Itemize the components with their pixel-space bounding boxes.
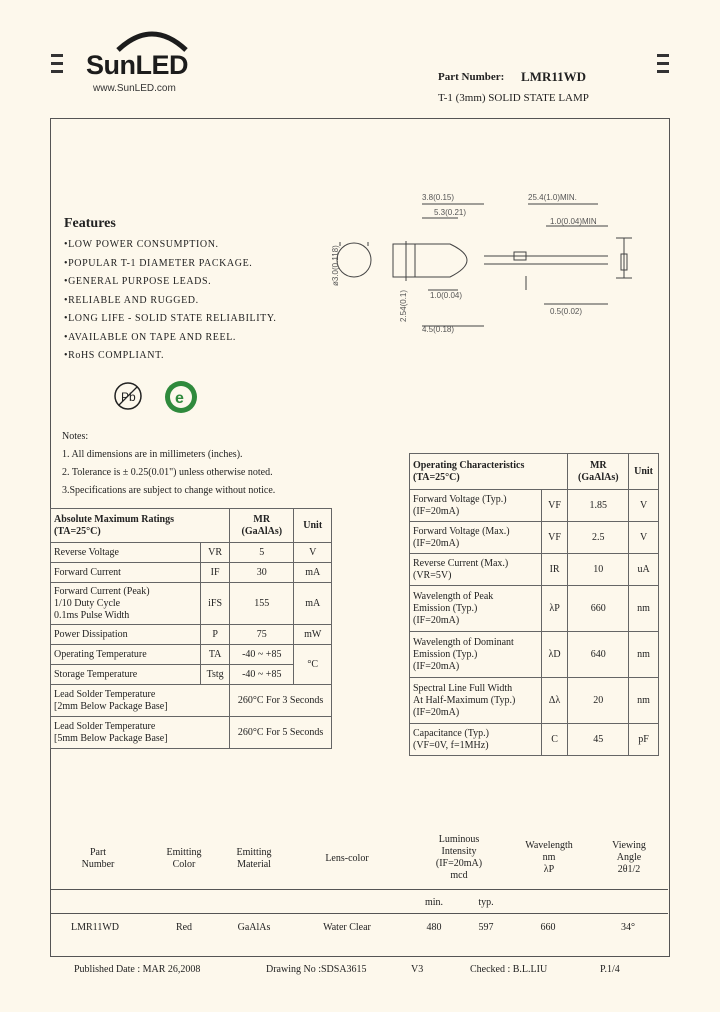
table-row: Wavelength of Peak Emission (Typ.) (IF=20mA) λP 660 nm	[410, 586, 659, 632]
dim-label: 1.0(0.04)	[430, 291, 463, 300]
col-part-number: Part Number	[81, 847, 115, 870]
notes-title: Notes:	[62, 431, 89, 442]
dim-label: 0.5(0.02)	[550, 307, 583, 316]
feature-item: •LONG LIFE - SOLID STATE RELIABILITY.	[64, 313, 277, 324]
dim-label: 1.0(0.04)MIN	[550, 217, 597, 226]
note-item: 1. All dimensions are in millimeters (inches).	[62, 449, 243, 460]
dim-label: 2.54(0.1)	[399, 289, 408, 322]
product-part-value: LMR11WD	[71, 922, 119, 933]
pb-free-icon	[112, 380, 144, 412]
table-row: Reverse Voltage VR 5 V	[51, 543, 332, 563]
col-luminous-intensity: Luminous Intensity (IF=20mA) mcd	[435, 834, 483, 881]
notes	[62, 428, 275, 500]
feature-item: •RELIABLE AND RUGGED.	[64, 294, 199, 306]
part-number-label: Part Number:	[438, 71, 505, 83]
table-row: Forward Current IF 30 mA	[51, 563, 332, 583]
col-emitting-color: Emitting Color	[166, 847, 202, 870]
table-row: Lead Solder Temperature [5mm Below Package Base] 260°C For 5 Seconds	[51, 717, 332, 749]
table-row: Operating Temperature TA -40 ~ +85 °C	[51, 645, 332, 665]
op-char-col-mr: MR (GaAlAs)	[568, 454, 629, 490]
feature-item: •POPULAR T-1 DIAMETER PACKAGE.	[64, 257, 253, 269]
table-row: Storage Temperature Tstg -40 ~ +85	[51, 665, 332, 685]
left-margin-marks	[51, 54, 63, 78]
product-divider-mid	[50, 913, 668, 914]
product-color-value: Red	[175, 922, 193, 933]
table-row: Forward Current (Peak) 1/10 Duty Cycle 0.1ms Pulse Width iFS 155 mA	[51, 583, 332, 625]
features-title: Features	[64, 216, 116, 231]
op-char-header: Operating Characteristics (TA=25°C)	[410, 454, 568, 490]
package-outline-drawing	[318, 186, 654, 336]
note-item: 3.Specifications are subject to change without notice.	[62, 485, 276, 496]
dim-label: 5.3(0.21)	[434, 208, 467, 217]
product-divider-top	[50, 889, 668, 890]
product-material-value: GaAlAs	[237, 922, 271, 933]
abs-max-col-unit: Unit	[294, 509, 332, 543]
published-date: Published Date : MAR 26,2008	[74, 964, 201, 975]
abs-max-header: Absolute Maximum Ratings (TA=25°C)	[51, 509, 230, 543]
col-lens-color: Lens-color	[325, 853, 369, 864]
min-label: min.	[424, 897, 444, 908]
table-row: Wavelength of Dominant Emission (Typ.) (IF=20mA) λD 640 nm	[410, 632, 659, 678]
checked-by: Checked : B.L.LIU	[470, 964, 548, 975]
part-description: T-1 (3mm) SOLID STATE LAMP	[438, 92, 589, 104]
dim-label: 4.5(0.18)	[422, 325, 455, 334]
table-row: Capacitance (Typ.) (VF=0V, f=1MHz) C 45 pF	[410, 724, 659, 756]
operating-characteristics-table	[409, 453, 659, 756]
table-row: Lead Solder Temperature [2mm Below Package Base] 260°C For 3 Seconds	[51, 685, 332, 717]
col-wavelength: Wavelength nm λP	[525, 840, 573, 875]
col-emitting-material: Emitting Material	[236, 847, 272, 870]
table-row: Power Dissipation P 75 mW	[51, 625, 332, 645]
feature-item: •RoHS COMPLIANT.	[64, 350, 165, 361]
absolute-max-ratings-table	[50, 508, 332, 749]
part-number: LMR11WD	[521, 69, 586, 84]
feature-item: •AVAILABLE ON TAPE AND REEL.	[64, 331, 237, 343]
typ-label: typ.	[478, 897, 494, 908]
brand-url[interactable]: www.SunLED.com	[93, 83, 176, 94]
table-row: Reverse Current (Max.) (VR=5V) IR 10 uA	[410, 554, 659, 586]
page-number: P.1/4	[600, 964, 620, 975]
e-mark-text: e	[175, 390, 184, 407]
table-row: Spectral Line Full Width At Half-Maximum (Typ.) (IF=20mA) Δλ 20 nm	[410, 678, 659, 724]
dim-label: 3.8(0.15)	[422, 193, 455, 202]
product-wl-value: 660	[540, 922, 556, 933]
table-row: Forward Voltage (Max.) (IF=20mA) VF 2.5 V	[410, 522, 659, 554]
version: V3	[411, 964, 424, 975]
pb-mark-text: Pb	[121, 390, 136, 404]
col-viewing-angle: Viewing Angle 2θ1/2	[612, 840, 646, 875]
dim-label: ø3.0(0.118)	[331, 245, 340, 286]
drawing-number: Drawing No :SDSA3615	[266, 964, 367, 975]
right-margin-marks	[657, 54, 669, 78]
dim-label: 25.4(1.0)MIN.	[528, 193, 577, 202]
feature-item: •LOW POWER CONSUMPTION.	[64, 239, 219, 250]
product-lens-value: Water Clear	[323, 922, 371, 933]
note-item: 2. Tolerance is ± 0.25(0.01") unless otherwise noted.	[62, 467, 273, 478]
product-min-value: 480	[426, 922, 442, 933]
feature-item: •GENERAL PURPOSE LEADS.	[64, 276, 212, 287]
op-char-col-unit: Unit	[629, 454, 659, 490]
features-list	[64, 236, 276, 366]
abs-max-col-mr: MR (GaAlAs)	[230, 509, 294, 543]
table-row: Forward Voltage (Typ.) (IF=20mA) VF 1.85 V	[410, 490, 659, 522]
rohs-e-icon	[162, 378, 200, 416]
product-view-value: 34°	[621, 922, 635, 933]
brand-logo: SunLED	[86, 50, 188, 80]
logo-arc-icon	[112, 24, 192, 52]
product-typ-value: 597	[478, 922, 494, 933]
